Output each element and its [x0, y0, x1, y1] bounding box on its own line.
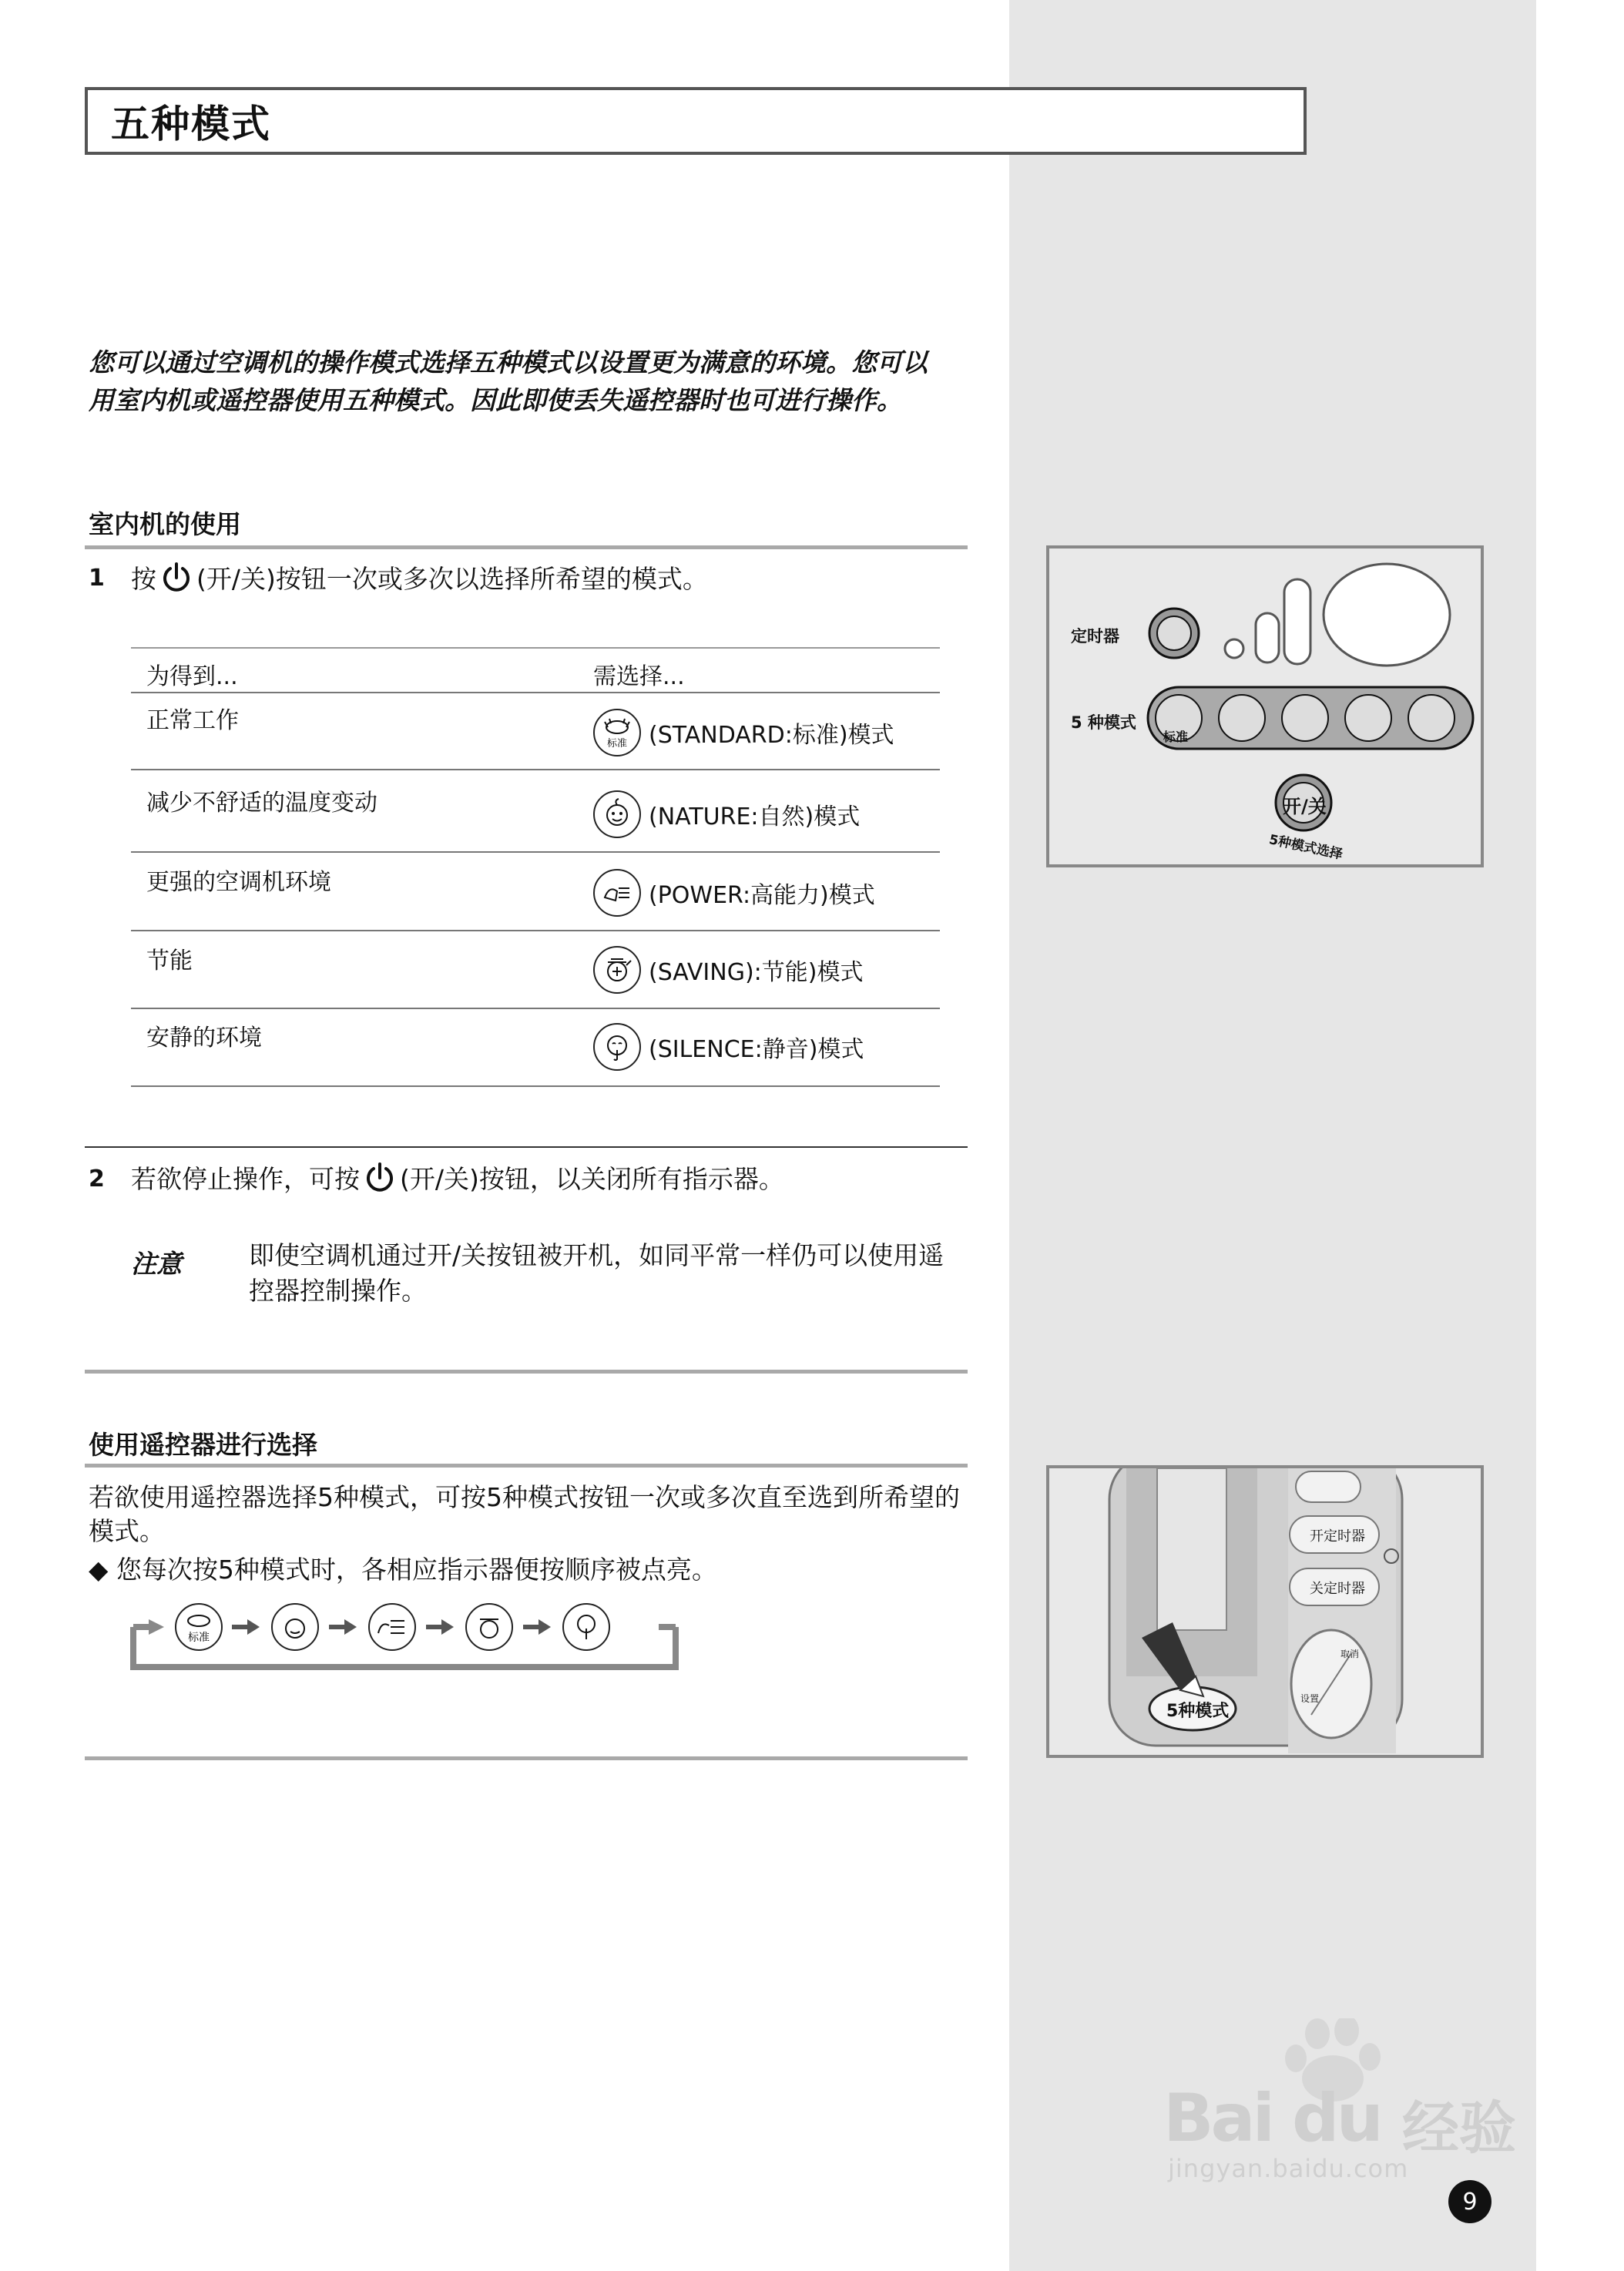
table-row-rule	[131, 851, 940, 853]
remote-heading-rule	[85, 1464, 968, 1468]
row-mode-text: (NATURE:自然)模式	[649, 803, 861, 830]
row-label: 安静的环境	[146, 1025, 262, 1052]
step-2-rule	[85, 1146, 968, 1148]
row-mode	[593, 790, 860, 838]
nature-mode-icon	[593, 790, 641, 838]
power-icon	[363, 1161, 397, 1195]
baidu-watermark	[1163, 2018, 1533, 2183]
table-header-rule	[131, 692, 940, 693]
arrow-right-icon	[232, 1619, 260, 1635]
row-mode	[593, 1023, 864, 1071]
row-label: 更强的空调机环境	[146, 869, 331, 896]
indoor-unit-panel-figure	[1046, 545, 1484, 867]
section-end-rule	[85, 1756, 968, 1760]
remote-instruction: 若欲使用遥控器选择5种模式，可按5种模式按钮一次或多次直至选到所希望的模式。	[89, 1482, 960, 1546]
table-top-rule	[131, 647, 940, 649]
table-bottom-rule	[131, 1085, 940, 1087]
dial-left-label: 设置	[1300, 1693, 1320, 1704]
dial-top-label: 取消	[1340, 1649, 1360, 1659]
row-mode-text: (STANDARD:标准)模式	[649, 722, 894, 749]
step-1-text	[131, 559, 708, 595]
five-modes-label: 5 种模式	[1071, 713, 1136, 732]
step-2-before: 若欲停止操作，可按	[131, 1164, 360, 1194]
arrow-right-icon	[523, 1619, 551, 1635]
note-label: 注意	[131, 1249, 182, 1279]
row-mode-text: (SILENCE:静音)模式	[649, 1036, 864, 1063]
page-title-text: 五种模式	[111, 102, 271, 146]
onoff-button-label: 开/关	[1283, 796, 1327, 817]
row-mode-text: (POWER:高能力)模式	[649, 882, 875, 909]
indoor-section-heading: 室内机的使用	[89, 509, 241, 539]
power-mode-icon	[369, 1604, 415, 1650]
table-col-2-header: 需选择...	[593, 663, 685, 690]
row-mode	[593, 709, 894, 756]
arrow-right-icon	[426, 1619, 454, 1635]
row-mode	[593, 946, 863, 994]
standard-mode-icon	[176, 1604, 222, 1650]
page-number: 9	[1448, 2180, 1491, 2223]
row-label: 正常工作	[146, 707, 239, 734]
silence-mode-icon	[593, 1023, 641, 1071]
timer-on-button-label: 开定时器	[1310, 1528, 1365, 1545]
remote-control-figure	[1046, 1465, 1484, 1758]
timer-label: 定时器	[1071, 627, 1119, 646]
silence-mode-icon	[563, 1604, 609, 1650]
table-row-rule	[131, 1008, 940, 1009]
indoor-heading-rule	[85, 545, 968, 549]
remote-bullet: ◆ 您每次按5种模式时，各相应指示器便按顺序被点亮。	[89, 1555, 717, 1585]
section-divider	[85, 1370, 968, 1374]
row-label: 节能	[146, 948, 193, 974]
table-row-rule	[131, 769, 940, 770]
row-mode	[593, 869, 875, 917]
step-1-before: 按	[131, 564, 156, 594]
page-title	[85, 87, 1307, 155]
power-mode-icon	[593, 869, 641, 917]
standard-mode-icon-label: 标准	[606, 738, 628, 750]
timer-off-button-label: 关定时器	[1310, 1581, 1365, 1597]
side-panel	[1009, 0, 1536, 2271]
arrow-right-icon	[329, 1619, 357, 1635]
power-icon	[159, 561, 193, 595]
onoff-caption: 5种模式选择	[1267, 832, 1344, 863]
saving-mode-icon	[466, 1604, 512, 1650]
nature-mode-icon	[272, 1604, 318, 1650]
table-col-1-header: 为得到...	[146, 663, 238, 690]
standard-mode-icon	[593, 709, 641, 756]
row-mode-text: (SAVING):节能)模式	[649, 959, 864, 986]
sequence-standard-label: 标准	[188, 1632, 210, 1644]
note-text: 即使空调机通过开/关按钮被开机，如同平常一样仍可以使用遥控器控制操作。	[249, 1240, 945, 1306]
remote-control-drawing	[1049, 1468, 1481, 1755]
step-2-after: (开/关)按钮，以关闭所有指示器。	[400, 1164, 784, 1194]
table-row-rule	[131, 930, 940, 931]
saving-mode-icon	[593, 946, 641, 994]
remote-section-heading: 使用遥控器进行选择	[89, 1430, 317, 1460]
step-2-number: 2	[89, 1166, 105, 1193]
baidu-brand: Bai du	[1163, 2080, 1381, 2157]
row-label: 减少不舒适的温度变动	[146, 790, 377, 817]
baidu-url: jingyan.baidu.com	[1168, 2154, 1409, 2183]
baidu-brand-cn: 经验	[1402, 2095, 1516, 2162]
step-2-text	[131, 1159, 784, 1196]
indoor-unit-panel-drawing	[1049, 548, 1481, 864]
five-modes-button-label: 5种模式	[1166, 1702, 1230, 1721]
step-1-after: (开/关)按钮一次或多次以选择所希望的模式。	[196, 564, 708, 594]
step-1-number: 1	[89, 565, 105, 592]
standard-button-label: 标准	[1163, 730, 1189, 744]
mode-sequence-diagram	[127, 1602, 682, 1672]
intro-paragraph: 您可以通过空调机的操作模式选择五种模式以设置更为满意的环境。您可以用室内机或遥控器使用五种模式。因此即使丢失遥控器时也可进行操作。	[89, 347, 928, 415]
